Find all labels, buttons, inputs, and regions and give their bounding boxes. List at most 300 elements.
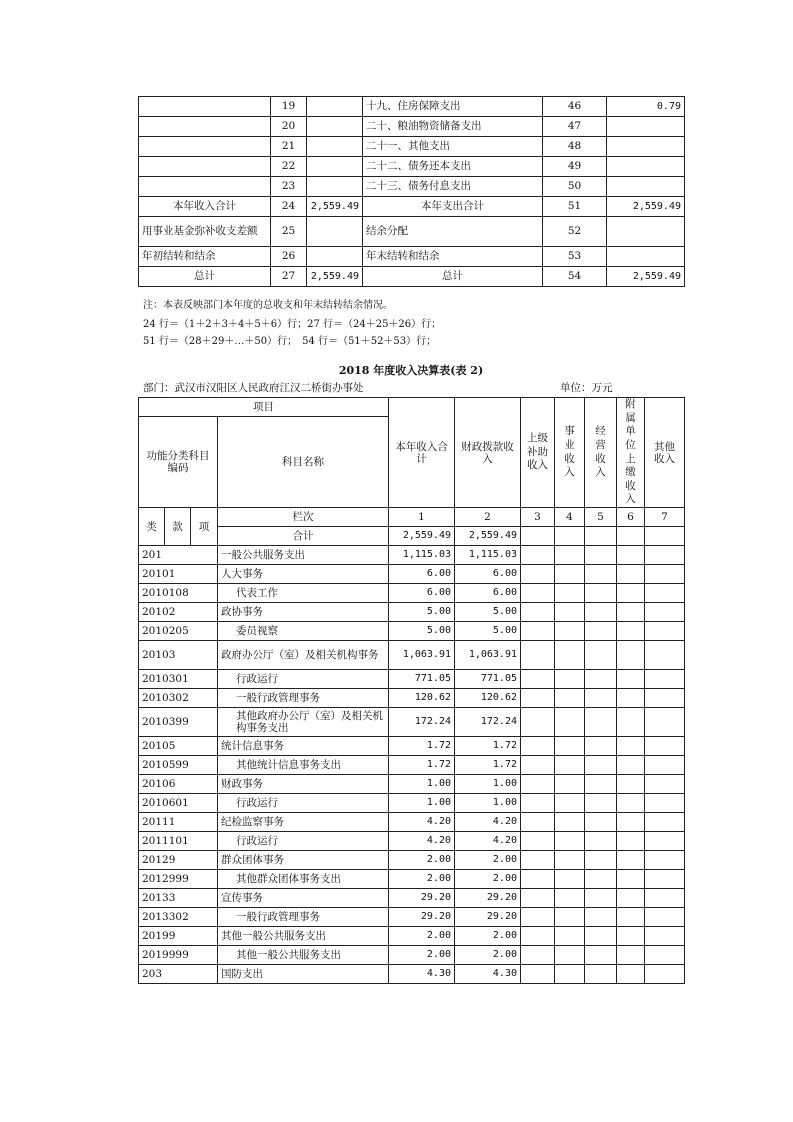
header-lei: 类 (139, 508, 165, 546)
income-amount (307, 97, 363, 117)
heji-total: 2,559.49 (389, 527, 455, 546)
expenditure-item: 总计 (363, 267, 543, 287)
empty-cell (617, 927, 645, 946)
empty-cell (555, 832, 585, 851)
income-line-number: 23 (271, 177, 307, 197)
function-code: 20129 (139, 851, 218, 870)
income-item (139, 137, 271, 157)
subject-name: 行政运行 (218, 794, 389, 813)
unit-label: 单位：万元 (560, 382, 613, 394)
income-item: 年初结转和结余 (139, 247, 271, 267)
empty-cell (585, 794, 617, 813)
table-row (139, 622, 685, 641)
expenditure-item: 十九、住房保障支出 (363, 97, 543, 117)
empty-cell (555, 965, 585, 984)
total-income: 1.72 (389, 756, 455, 775)
total-income: 2.00 (389, 870, 455, 889)
income-item: 用事业基金弥补收支差额 (139, 217, 271, 247)
income-line-number: 19 (271, 97, 307, 117)
fiscal-allocation: 6.00 (455, 584, 521, 603)
expenditure-amount (607, 217, 685, 247)
subject-name: 其他政府办公厅（室）及相关机构事务支出 (218, 708, 389, 737)
empty-cell (555, 870, 585, 889)
total-income: 29.20 (389, 908, 455, 927)
fiscal-allocation: 4.30 (455, 965, 521, 984)
table-row (139, 908, 685, 927)
expenditure-line-number: 52 (543, 217, 607, 247)
empty-cell (617, 546, 645, 565)
subject-name: 政府办公厅（室）及相关机构事务 (218, 641, 389, 670)
expenditure-item: 年末结转和结余 (363, 247, 543, 267)
empty-cell (645, 870, 685, 889)
table-row (139, 708, 685, 737)
total-income: 771.05 (389, 670, 455, 689)
fiscal-allocation: 120.62 (455, 689, 521, 708)
header-operating-income: 经营收入 (585, 398, 617, 508)
empty-cell (585, 622, 617, 641)
empty-cell (645, 689, 685, 708)
empty-cell (555, 889, 585, 908)
expenditure-line-number: 46 (543, 97, 607, 117)
empty-cell (645, 708, 685, 737)
empty-cell (555, 622, 585, 641)
header-affiliated-income: 附属单位上缴收入 (617, 398, 645, 508)
function-code: 20133 (139, 889, 218, 908)
income-final-accounts-table (138, 397, 685, 984)
expenditure-line-number: 49 (543, 157, 607, 177)
empty-cell (645, 889, 685, 908)
empty-cell (617, 965, 645, 984)
empty-cell (585, 832, 617, 851)
empty-cell (617, 584, 645, 603)
empty-cell (521, 737, 555, 756)
income-amount (307, 177, 363, 197)
table-row (139, 813, 685, 832)
fiscal-allocation: 1.00 (455, 794, 521, 813)
function-code: 20102 (139, 603, 218, 622)
col-num-6: 6 (617, 508, 645, 527)
table-row (139, 670, 685, 689)
empty-cell (617, 670, 645, 689)
empty-cell (521, 889, 555, 908)
fiscal-allocation: 1,063.91 (455, 641, 521, 670)
empty-cell (645, 851, 685, 870)
empty-cell (617, 689, 645, 708)
subject-name: 宣传事务 (218, 889, 389, 908)
empty-cell (521, 708, 555, 737)
empty-cell (585, 708, 617, 737)
empty-cell (645, 946, 685, 965)
empty-cell (585, 870, 617, 889)
col-num-5: 5 (585, 508, 617, 527)
table-row (139, 946, 685, 965)
empty-cell (521, 756, 555, 775)
summary-row (139, 97, 685, 117)
total-income: 4.20 (389, 832, 455, 851)
summary-row (139, 197, 685, 217)
empty-cell (585, 946, 617, 965)
expenditure-line-number: 54 (543, 267, 607, 287)
subject-name: 财政事务 (218, 775, 389, 794)
table-row (139, 775, 685, 794)
empty-cell (617, 946, 645, 965)
empty-cell (585, 851, 617, 870)
empty-cell (521, 908, 555, 927)
empty-cell (645, 622, 685, 641)
expenditure-amount (607, 177, 685, 197)
fiscal-allocation: 1.00 (455, 775, 521, 794)
header-function-code: 功能分类科目编码 (139, 417, 218, 508)
empty-cell (585, 756, 617, 775)
empty-cell (555, 775, 585, 794)
table2-title: 2018 年度收入决算表(表 2) (338, 364, 484, 377)
table-row (139, 889, 685, 908)
empty-cell (645, 832, 685, 851)
subject-name: 行政运行 (218, 670, 389, 689)
summary-row (139, 117, 685, 137)
income-line-number: 25 (271, 217, 307, 247)
subject-name: 一般行政管理事务 (218, 908, 389, 927)
total-income: 1.00 (389, 794, 455, 813)
fiscal-allocation: 172.24 (455, 708, 521, 737)
department-label: 部门：武汉市汉阳区人民政府江汉二桥街办事处 (143, 382, 364, 394)
table-row (139, 794, 685, 813)
summary-row (139, 177, 685, 197)
income-amount: 2,559.49 (307, 267, 363, 287)
table-row (139, 546, 685, 565)
empty-cell (645, 603, 685, 622)
total-income: 1.72 (389, 737, 455, 756)
income-amount (307, 217, 363, 247)
empty-cell (645, 813, 685, 832)
empty-cell (521, 851, 555, 870)
empty-cell (555, 813, 585, 832)
subject-name: 行政运行 (218, 832, 389, 851)
empty-cell (585, 965, 617, 984)
total-income: 29.20 (389, 889, 455, 908)
income-item: 本年收入合计 (139, 197, 271, 217)
empty-cell (645, 965, 685, 984)
empty-cell (617, 908, 645, 927)
subject-name: 政协事务 (218, 603, 389, 622)
empty-cell (521, 670, 555, 689)
total-income: 172.24 (389, 708, 455, 737)
header-business-income: 事业收入 (555, 398, 585, 508)
header-kuan: 款 (165, 508, 191, 546)
empty-cell (521, 946, 555, 965)
fiscal-allocation: 1.72 (455, 756, 521, 775)
empty-cell (585, 670, 617, 689)
empty-cell (521, 870, 555, 889)
table1-note: 注：本表反映部门本年度的总收支和年末结转结余情况。 (143, 300, 393, 311)
empty-cell (585, 927, 617, 946)
function-code: 2011101 (139, 832, 218, 851)
income-amount (307, 247, 363, 267)
header-item: 项目 (139, 398, 389, 417)
table-row (139, 603, 685, 622)
function-code: 201 (139, 546, 218, 565)
income-item (139, 177, 271, 197)
expenditure-line-number: 53 (543, 247, 607, 267)
total-income: 1,115.03 (389, 546, 455, 565)
total-income: 2.00 (389, 851, 455, 870)
expenditure-amount: 2,559.49 (607, 267, 685, 287)
expenditure-amount (607, 157, 685, 177)
col-num-2: 2 (455, 508, 521, 527)
empty-cell (645, 641, 685, 670)
expenditure-item: 二十一、其他支出 (363, 137, 543, 157)
income-line-number: 27 (271, 267, 307, 287)
empty-cell (521, 832, 555, 851)
empty-cell (645, 927, 685, 946)
fiscal-allocation: 6.00 (455, 565, 521, 584)
empty-cell (645, 908, 685, 927)
income-expenditure-summary-table (138, 96, 685, 287)
expenditure-line-number: 48 (543, 137, 607, 157)
empty-cell (555, 756, 585, 775)
total-income: 1.00 (389, 775, 455, 794)
summary-row (139, 247, 685, 267)
heji-fiscal: 2,559.49 (455, 527, 521, 546)
empty-cell (555, 670, 585, 689)
subject-name: 委员视察 (218, 622, 389, 641)
expenditure-item: 二十二、债务还本支出 (363, 157, 543, 177)
summary-row (139, 157, 685, 177)
expenditure-line-number: 47 (543, 117, 607, 137)
empty-cell (521, 603, 555, 622)
subject-name: 人大事务 (218, 565, 389, 584)
col-num-1: 1 (389, 508, 455, 527)
empty-cell (645, 584, 685, 603)
function-code: 2010205 (139, 622, 218, 641)
total-income: 6.00 (389, 584, 455, 603)
fiscal-allocation: 2.00 (455, 927, 521, 946)
expenditure-amount: 0.79 (607, 97, 685, 117)
empty-cell (555, 546, 585, 565)
empty-cell (617, 813, 645, 832)
table-row (139, 689, 685, 708)
empty-cell (521, 622, 555, 641)
empty-cell (555, 708, 585, 737)
empty-cell (555, 946, 585, 965)
function-code: 20105 (139, 737, 218, 756)
function-code: 2012999 (139, 870, 218, 889)
header-other-income: 其他收入 (645, 398, 685, 508)
income-amount (307, 117, 363, 137)
empty-cell (617, 832, 645, 851)
total-income: 6.00 (389, 565, 455, 584)
empty-cell (585, 889, 617, 908)
empty-cell (521, 641, 555, 670)
income-item (139, 97, 271, 117)
fiscal-allocation: 1,115.03 (455, 546, 521, 565)
fiscal-allocation: 1.72 (455, 737, 521, 756)
empty-cell (521, 584, 555, 603)
empty-cell (585, 737, 617, 756)
function-code: 20101 (139, 565, 218, 584)
expenditure-item: 本年支出合计 (363, 197, 543, 217)
table-row (139, 870, 685, 889)
empty-cell (521, 927, 555, 946)
empty-cell (585, 689, 617, 708)
empty-cell (555, 927, 585, 946)
total-income: 5.00 (389, 603, 455, 622)
function-code: 2010302 (139, 689, 218, 708)
header-xiang: 项 (191, 508, 218, 546)
table-row (139, 737, 685, 756)
header-heji: 合计 (218, 527, 389, 546)
subject-name: 一般公共服务支出 (218, 546, 389, 565)
empty-cell (585, 641, 617, 670)
fiscal-allocation: 5.00 (455, 622, 521, 641)
fiscal-allocation: 2.00 (455, 946, 521, 965)
empty-cell (585, 546, 617, 565)
table-row (139, 584, 685, 603)
empty-cell (555, 794, 585, 813)
expenditure-amount: 2,559.49 (607, 197, 685, 217)
subject-name: 其他一般公共服务支出 (218, 927, 389, 946)
fiscal-allocation: 4.20 (455, 813, 521, 832)
empty-cell (555, 584, 585, 603)
income-line-number: 20 (271, 117, 307, 137)
col-num-4: 4 (555, 508, 585, 527)
income-line-number: 22 (271, 157, 307, 177)
empty-cell (555, 851, 585, 870)
empty-cell (645, 546, 685, 565)
function-code: 2019999 (139, 946, 218, 965)
fiscal-allocation: 29.20 (455, 889, 521, 908)
header-lanci: 栏次 (218, 508, 389, 527)
function-code: 20199 (139, 927, 218, 946)
empty-cell (555, 603, 585, 622)
empty-cell (617, 737, 645, 756)
empty-cell (617, 851, 645, 870)
table-row (139, 641, 685, 670)
empty-cell (617, 708, 645, 737)
fiscal-allocation: 771.05 (455, 670, 521, 689)
table1-formula-1: 24 行＝（1＋2＋3＋4＋5＋6）行；27 行＝（24＋25＋26）行； (143, 319, 442, 330)
function-code: 20106 (139, 775, 218, 794)
total-income: 2.00 (389, 927, 455, 946)
total-income: 4.20 (389, 813, 455, 832)
col-num-7: 7 (645, 508, 685, 527)
empty-cell (521, 565, 555, 584)
fiscal-allocation: 29.20 (455, 908, 521, 927)
empty-cell (585, 603, 617, 622)
function-code: 2010601 (139, 794, 218, 813)
empty-cell (555, 908, 585, 927)
income-amount: 2,559.49 (307, 197, 363, 217)
subject-name: 其他统计信息事务支出 (218, 756, 389, 775)
table-row (139, 756, 685, 775)
empty-cell (521, 546, 555, 565)
subject-name: 群众团体事务 (218, 851, 389, 870)
total-income: 2.00 (389, 946, 455, 965)
expenditure-item: 二十、粮油物资储备支出 (363, 117, 543, 137)
empty-cell (585, 584, 617, 603)
expenditure-amount (607, 117, 685, 137)
empty-cell (555, 689, 585, 708)
expenditure-line-number: 50 (543, 177, 607, 197)
subject-name: 其他群众团体事务支出 (218, 870, 389, 889)
empty-cell (617, 889, 645, 908)
empty-cell (645, 775, 685, 794)
subject-name: 国防支出 (218, 965, 389, 984)
empty-cell (555, 565, 585, 584)
fiscal-allocation: 4.20 (455, 832, 521, 851)
function-code: 2010301 (139, 670, 218, 689)
table-row (139, 927, 685, 946)
empty-cell (585, 813, 617, 832)
function-code: 2010399 (139, 708, 218, 737)
empty-cell (617, 775, 645, 794)
subject-name: 纪检监察事务 (218, 813, 389, 832)
income-amount (307, 137, 363, 157)
expenditure-line-number: 51 (543, 197, 607, 217)
header-fiscal-allocation: 财政拨款收入 (455, 398, 521, 508)
income-item: 总计 (139, 267, 271, 287)
function-code: 2010108 (139, 584, 218, 603)
empty-cell (617, 756, 645, 775)
function-code: 20103 (139, 641, 218, 670)
empty-cell (585, 565, 617, 584)
function-code: 2010599 (139, 756, 218, 775)
empty-cell (555, 641, 585, 670)
empty-cell (645, 565, 685, 584)
empty-cell (585, 908, 617, 927)
summary-row (139, 137, 685, 157)
empty-cell (521, 689, 555, 708)
empty-cell (617, 603, 645, 622)
empty-cell (555, 737, 585, 756)
empty-cell (617, 565, 645, 584)
fiscal-allocation: 2.00 (455, 870, 521, 889)
empty-cell (617, 794, 645, 813)
table-row (139, 565, 685, 584)
total-income: 5.00 (389, 622, 455, 641)
header-subject-name: 科目名称 (218, 417, 389, 508)
empty-cell (521, 794, 555, 813)
subject-name: 一般行政管理事务 (218, 689, 389, 708)
empty-cell (645, 756, 685, 775)
total-income: 1,063.91 (389, 641, 455, 670)
income-line-number: 26 (271, 247, 307, 267)
table-row (139, 851, 685, 870)
table1-formula-2: 51 行＝（28＋29＋…＋50）行； 54 行＝（51＋52＋53）行； (143, 336, 437, 347)
function-code: 203 (139, 965, 218, 984)
expenditure-item: 结余分配 (363, 217, 543, 247)
income-item (139, 117, 271, 137)
income-item (139, 157, 271, 177)
summary-row (139, 217, 685, 247)
total-income: 4.30 (389, 965, 455, 984)
expenditure-item: 二十三、债务付息支出 (363, 177, 543, 197)
empty-cell (521, 775, 555, 794)
empty-cell (617, 641, 645, 670)
empty-cell (645, 737, 685, 756)
income-line-number: 21 (271, 137, 307, 157)
empty-cell (521, 813, 555, 832)
function-code: 2013302 (139, 908, 218, 927)
header-superior-subsidy: 上级补助收入 (521, 398, 555, 508)
empty-cell (521, 965, 555, 984)
expenditure-amount (607, 137, 685, 157)
income-line-number: 24 (271, 197, 307, 217)
subject-name: 代表工作 (218, 584, 389, 603)
fiscal-allocation: 2.00 (455, 851, 521, 870)
subject-name: 其他一般公共服务支出 (218, 946, 389, 965)
empty-cell (585, 775, 617, 794)
